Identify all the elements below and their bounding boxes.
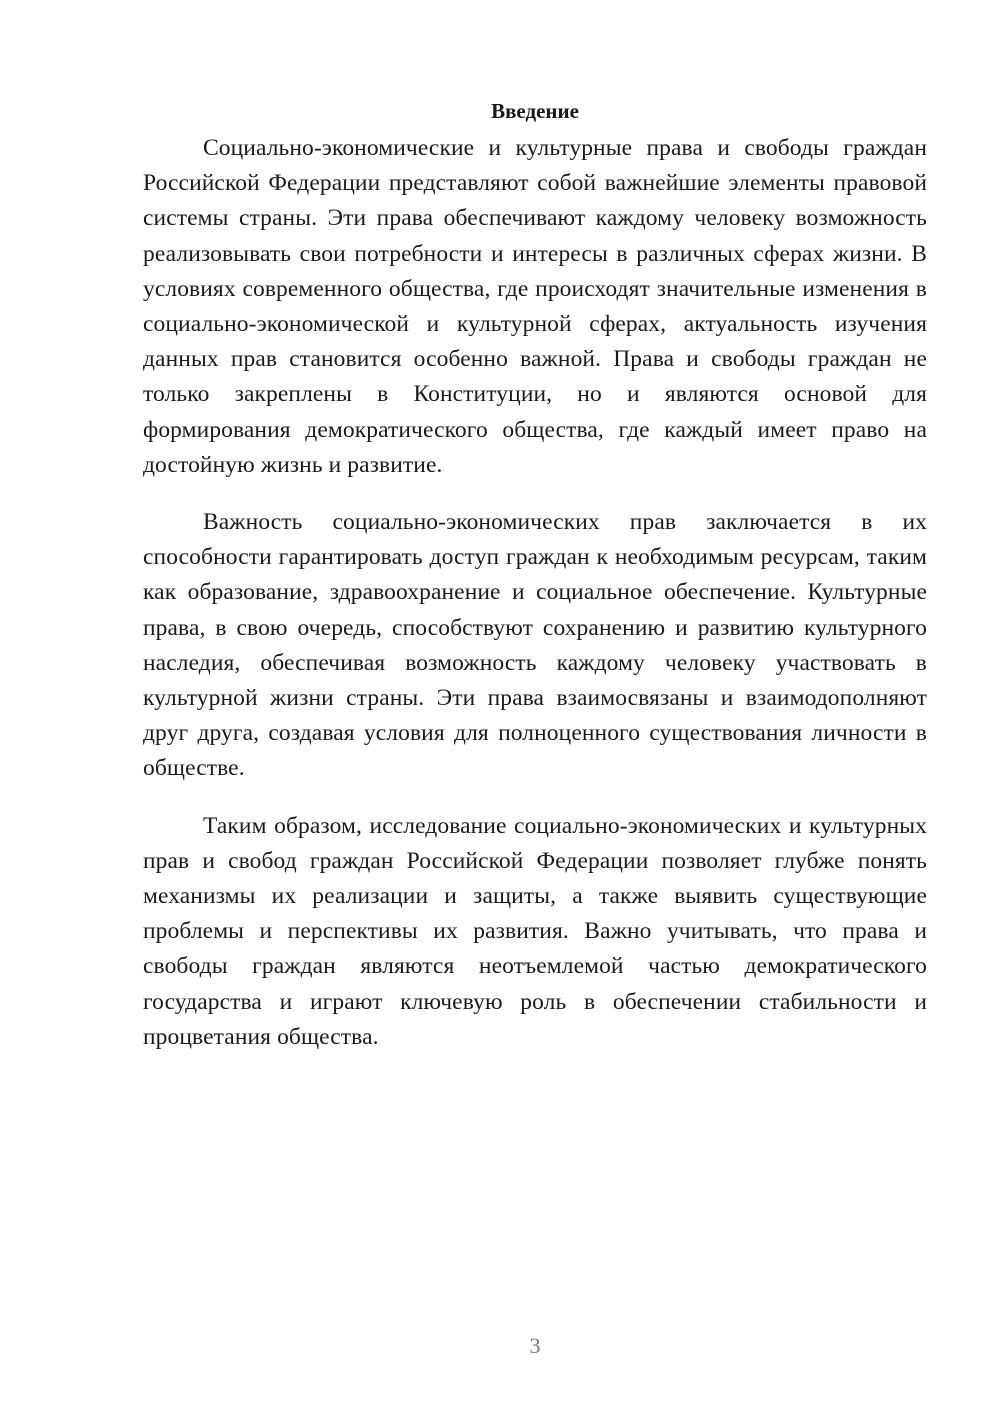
page-number: 3 [529,1333,541,1358]
paragraph-3: Таким образом, исследование социально-экономических и культурных прав и свобод граждан Российской Федерации позволяет глубже понять механизмы их реализации и защиты, а также выявить существующие проблемы и перспективы их развития. Важно учитывать, что права и свободы граждан являются неотъемлемой частью демократического государства и играют ключевую роль в обеспечении стабильности и процветания общества. [143,812,927,1050]
document-body [143,96,927,1077]
section-title: Введение [491,99,579,123]
paragraph-1: Социально-экономические и культурные права и свободы граждан Российской Федерации представляют собой важнейшие элементы правовой системы страны. Эти права обеспечивают каждому человеку возможность реализовывать свои потребности и интересы в различных сферах жизни. В условиях современного общества, где происходят значительные изменения в социально-экономической и культурной сферах, актуальность изучения данных прав становится особенно важной. Права и свободы граждан не только закреплены в Конституции, но и являются основой для формирования демократического общества, где каждый имеет право на достойную жизнь и развитие. [143,135,927,478]
paragraph-2: Важность социально-экономических прав заключается в их способности гарантировать доступ граждан к необходимым ресурсам, таким как образование, здравоохранение и социальное обеспечение. Культурные права, в свою очередь, способствуют сохранению и развитию культурного наследия, обеспечивая возможность каждому человеку участвовать в культурной жизни страны. Эти права взаимосвязаны и взаимодополняют друг друга, создавая условия для полноценного существования личности в обществе. [143,509,927,782]
